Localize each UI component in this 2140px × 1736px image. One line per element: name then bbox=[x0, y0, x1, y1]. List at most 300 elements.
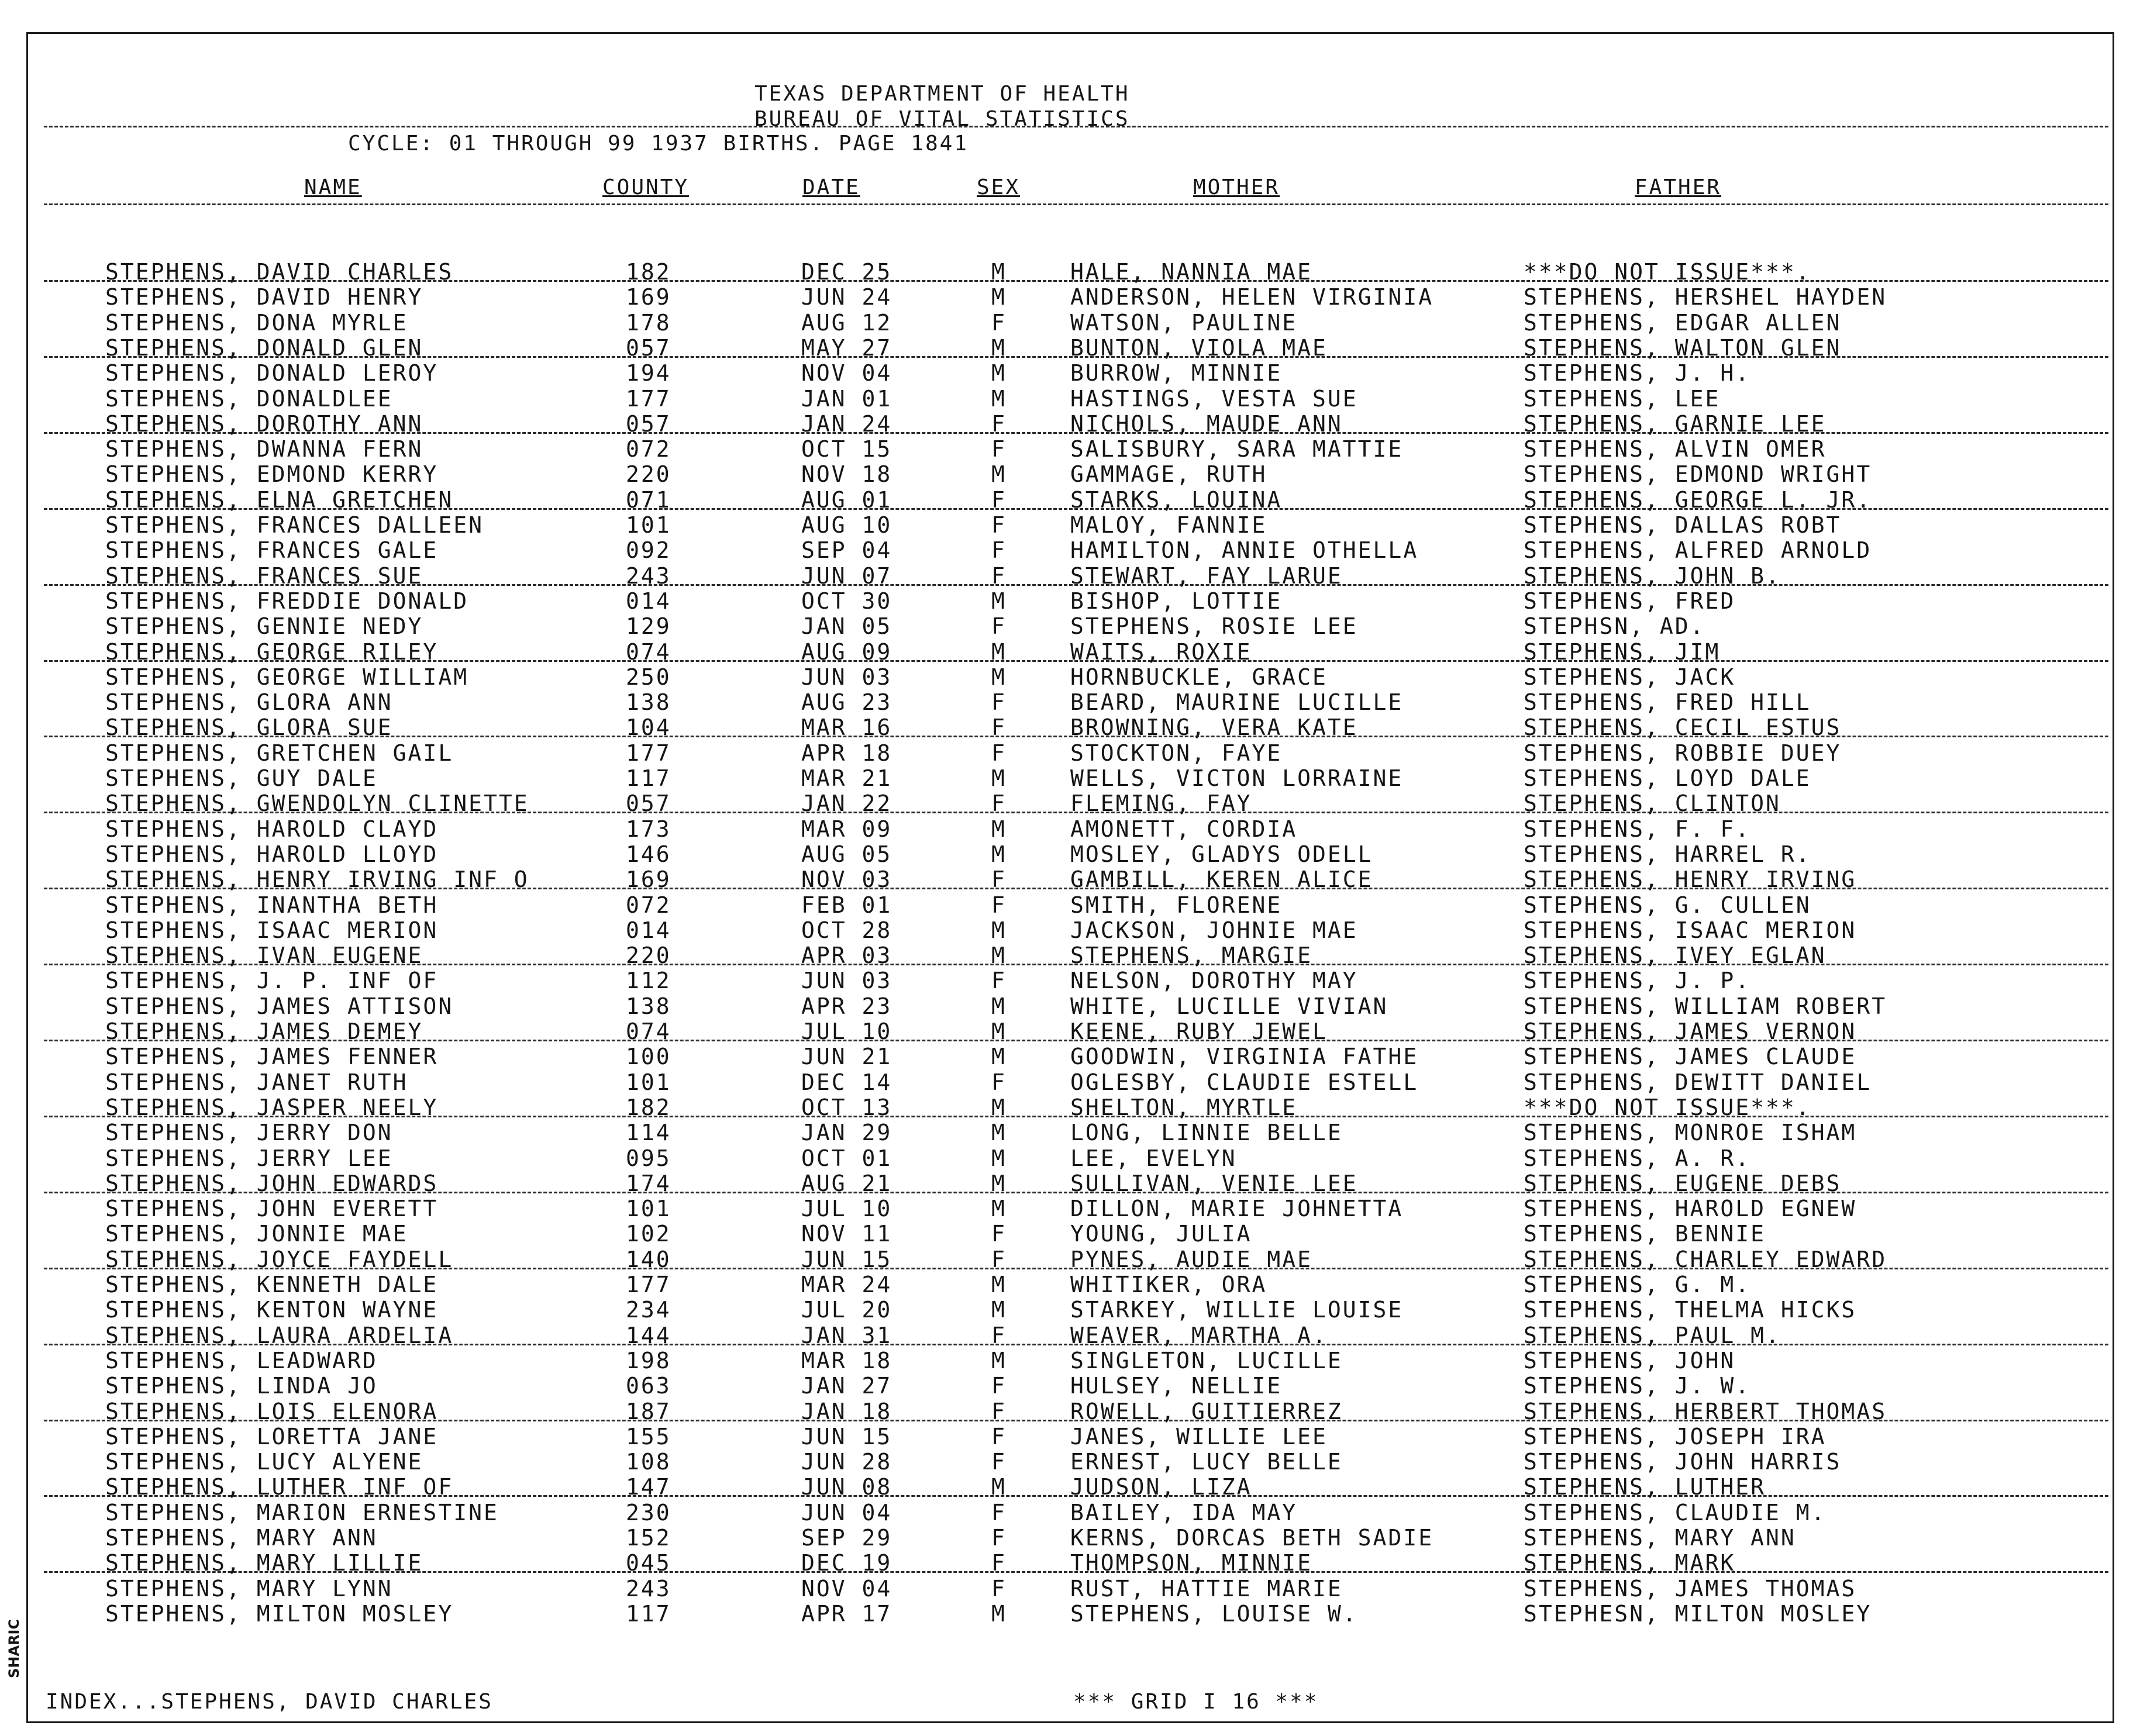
record-name: STEPHENS, LINDA JO bbox=[105, 1373, 378, 1399]
record-date: JUN 21 bbox=[801, 1044, 892, 1070]
record-sex: F bbox=[991, 1525, 1007, 1551]
record-mother: NELSON, DOROTHY MAY bbox=[1070, 968, 1358, 994]
record-mother: STEPHENS, MARGIE bbox=[1070, 943, 1313, 969]
table-row bbox=[0, 1323, 2140, 1348]
record-name: STEPHENS, DONALD LEROY bbox=[105, 360, 439, 386]
record-sex: F bbox=[991, 715, 1007, 741]
table-row bbox=[0, 1449, 2140, 1474]
record-mother: PYNES, AUDIE MAE bbox=[1070, 1246, 1313, 1272]
record-sex: F bbox=[991, 1246, 1007, 1272]
record-name: STEPHENS, JERRY DON bbox=[105, 1120, 393, 1146]
record-date: JAN 24 bbox=[801, 410, 892, 437]
record-sex: F bbox=[991, 512, 1007, 538]
record-name: STEPHENS, GUY DALE bbox=[105, 765, 378, 791]
record-father: STEPHENS, JOHN bbox=[1524, 1347, 1736, 1373]
record-county: 243 bbox=[626, 562, 671, 589]
record-county: 230 bbox=[626, 1499, 671, 1526]
record-name: STEPHENS, FREDDIE DONALD bbox=[105, 588, 469, 614]
record-father: STEPHENS, J. P. bbox=[1524, 968, 1751, 994]
record-county: 072 bbox=[626, 892, 671, 918]
table-row bbox=[0, 1500, 2140, 1525]
record-name: STEPHENS, GEORGE WILLIAM bbox=[105, 664, 469, 690]
record-name: STEPHENS, JANET RUTH bbox=[105, 1069, 408, 1095]
record-sex: F bbox=[991, 867, 1007, 893]
record-mother: SULLIVAN, VENIE LEE bbox=[1070, 1170, 1358, 1196]
record-date: MAR 21 bbox=[801, 765, 892, 791]
record-mother: ROWELL, GUITIERREZ bbox=[1070, 1398, 1343, 1424]
record-sex: F bbox=[991, 689, 1007, 716]
table-row bbox=[0, 917, 2140, 943]
record-mother: HAMILTON, ANNIE OTHELLA bbox=[1070, 537, 1419, 564]
rule-line bbox=[44, 203, 2108, 205]
record-date: APR 17 bbox=[801, 1600, 892, 1627]
record-father: STEPHESN, MILTON MOSLEY bbox=[1524, 1600, 1872, 1627]
record-sex: M bbox=[991, 993, 1007, 1019]
cycle-line: CYCLE: 01 THROUGH 99 1937 BIRTHS. PAGE 1841 bbox=[348, 132, 969, 156]
record-county: 182 bbox=[626, 259, 671, 285]
table-row bbox=[0, 968, 2140, 993]
record-name: STEPHENS, LAURA ARDELIA bbox=[105, 1322, 454, 1348]
record-sex: M bbox=[991, 639, 1007, 665]
record-father: STEPHENS, JOHN B. bbox=[1524, 562, 1781, 589]
record-sex: M bbox=[991, 765, 1007, 791]
record-county: 198 bbox=[626, 1347, 671, 1373]
record-name: STEPHENS, GLORA ANN bbox=[105, 689, 393, 716]
record-sex: M bbox=[991, 1145, 1007, 1171]
table-row bbox=[0, 1171, 2140, 1196]
record-date: DEC 14 bbox=[801, 1069, 892, 1095]
table-row bbox=[0, 1297, 2140, 1322]
record-date: JAN 18 bbox=[801, 1398, 892, 1424]
record-date: JAN 31 bbox=[801, 1322, 892, 1348]
record-county: 108 bbox=[626, 1449, 671, 1475]
record-sex: F bbox=[991, 1575, 1007, 1602]
record-mother: HALE, NANNIA MAE bbox=[1070, 259, 1313, 285]
record-date: JUN 24 bbox=[801, 284, 892, 310]
record-county: 045 bbox=[626, 1550, 671, 1576]
record-father: STEPHENS, FRED HILL bbox=[1524, 689, 1811, 716]
record-name: STEPHENS, GRETCHEN GAIL bbox=[105, 740, 454, 766]
record-date: JAN 29 bbox=[801, 1120, 892, 1146]
record-county: 071 bbox=[626, 486, 671, 513]
record-name: STEPHENS, KENNETH DALE bbox=[105, 1272, 439, 1297]
record-sex: M bbox=[991, 1196, 1007, 1222]
record-father: STEPHENS, J. H. bbox=[1524, 360, 1751, 386]
record-father: STEPHENS, EUGENE DEBS bbox=[1524, 1170, 1842, 1196]
record-date: AUG 23 bbox=[801, 689, 892, 716]
record-father: STEPHENS, EDGAR ALLEN bbox=[1524, 309, 1842, 336]
record-date: JUN 04 bbox=[801, 1499, 892, 1526]
record-date: MAR 09 bbox=[801, 816, 892, 842]
record-father: STEPHENS, HARREL R. bbox=[1524, 841, 1811, 867]
record-name: STEPHENS, MARY LILLIE bbox=[105, 1550, 423, 1576]
record-father: STEPHENS, LUTHER bbox=[1524, 1474, 1766, 1500]
record-mother: BAILEY, IDA MAY bbox=[1070, 1499, 1298, 1526]
record-father: STEPHENS, G. CULLEN bbox=[1524, 892, 1811, 918]
record-date: AUG 09 bbox=[801, 639, 892, 665]
record-county: 220 bbox=[626, 943, 671, 969]
record-date: JUN 15 bbox=[801, 1423, 892, 1449]
record-date: APR 23 bbox=[801, 993, 892, 1019]
record-mother: BISHOP, LOTTIE bbox=[1070, 588, 1283, 614]
table-row bbox=[0, 740, 2140, 765]
record-county: 140 bbox=[626, 1246, 671, 1272]
record-name: STEPHENS, MILTON MOSLEY bbox=[105, 1600, 454, 1627]
record-date: OCT 15 bbox=[801, 436, 892, 463]
index-footer: INDEX...STEPHENS, DAVID CHARLES bbox=[46, 1690, 493, 1714]
record-sex: F bbox=[991, 1423, 1007, 1449]
table-row bbox=[0, 1424, 2140, 1449]
record-date: JAN 27 bbox=[801, 1373, 892, 1399]
record-father: STEPHENS, MARY ANN bbox=[1524, 1525, 1796, 1551]
record-father: STEPHENS, HENRY IRVING bbox=[1524, 867, 1857, 893]
table-row bbox=[0, 715, 2140, 740]
table-row bbox=[0, 310, 2140, 335]
record-county: 155 bbox=[626, 1423, 671, 1449]
record-name: STEPHENS, DAVID HENRY bbox=[105, 284, 423, 310]
record-date: NOV 18 bbox=[801, 461, 892, 488]
record-name: STEPHENS, DWANNA FERN bbox=[105, 436, 423, 463]
record-sex: F bbox=[991, 1221, 1007, 1247]
record-date: AUG 21 bbox=[801, 1170, 892, 1196]
record-mother: JUDSON, LIZA bbox=[1070, 1474, 1252, 1500]
record-sex: M bbox=[991, 1094, 1007, 1120]
record-mother: WHITE, LUCILLE VIVIAN bbox=[1070, 993, 1388, 1019]
table-row bbox=[0, 765, 2140, 791]
record-father: STEPHENS, GEORGE L. JR. bbox=[1524, 486, 1872, 513]
record-mother: AMONETT, CORDIA bbox=[1070, 816, 1298, 842]
record-mother: OGLESBY, CLAUDIE ESTELL bbox=[1070, 1069, 1419, 1095]
record-name: STEPHENS, DONA MYRLE bbox=[105, 309, 408, 336]
record-sex: F bbox=[991, 1322, 1007, 1348]
record-county: 101 bbox=[626, 512, 671, 538]
record-date: OCT 28 bbox=[801, 917, 892, 943]
table-row bbox=[0, 1550, 2140, 1575]
record-mother: BUNTON, VIOLA MAE bbox=[1070, 334, 1328, 361]
record-name: STEPHENS, HAROLD CLAYD bbox=[105, 816, 439, 842]
record-name: STEPHENS, HAROLD LLOYD bbox=[105, 841, 439, 867]
record-mother: STOCKTON, FAYE bbox=[1070, 740, 1283, 766]
record-father: STEPHENS, ISAAC MERION bbox=[1524, 917, 1857, 943]
record-father: STEPHENS, A. R. bbox=[1524, 1145, 1751, 1171]
record-mother: HULSEY, NELLIE bbox=[1070, 1373, 1283, 1399]
table-row bbox=[0, 588, 2140, 613]
record-mother: LEE, EVELYN bbox=[1070, 1145, 1237, 1171]
record-sex: M bbox=[991, 284, 1007, 310]
record-date: JUN 28 bbox=[801, 1449, 892, 1475]
record-name: STEPHENS, JOHN EVERETT bbox=[105, 1196, 439, 1222]
record-name: STEPHENS, GEORGE RILEY bbox=[105, 639, 439, 665]
table-row bbox=[0, 689, 2140, 715]
record-name: STEPHENS, GLORA SUE bbox=[105, 715, 393, 741]
record-county: 250 bbox=[626, 664, 671, 690]
table-row bbox=[0, 1221, 2140, 1246]
record-sex: M bbox=[991, 1272, 1007, 1297]
rule-line bbox=[44, 126, 2108, 127]
record-date: MAY 27 bbox=[801, 334, 892, 361]
record-county: 144 bbox=[626, 1322, 671, 1348]
record-county: 100 bbox=[626, 1044, 671, 1070]
record-date: MAR 18 bbox=[801, 1347, 892, 1373]
record-county: 101 bbox=[626, 1196, 671, 1222]
record-county: 178 bbox=[626, 309, 671, 336]
table-row bbox=[0, 461, 2140, 486]
record-sex: M bbox=[991, 334, 1007, 361]
record-county: 057 bbox=[626, 791, 671, 817]
record-father: STEPHENS, CECIL ESTUS bbox=[1524, 715, 1842, 741]
record-father: STEPHENS, JAMES VERNON bbox=[1524, 1019, 1857, 1044]
record-mother: KERNS, DORCAS BETH SADIE bbox=[1070, 1525, 1434, 1551]
record-county: 177 bbox=[626, 1272, 671, 1297]
record-name: STEPHENS, MARY ANN bbox=[105, 1525, 378, 1551]
record-county: 169 bbox=[626, 284, 671, 310]
record-mother: FLEMING, FAY bbox=[1070, 791, 1252, 817]
record-name: STEPHENS, MARY LYNN bbox=[105, 1575, 393, 1602]
record-date: DEC 19 bbox=[801, 1550, 892, 1576]
table-row bbox=[0, 1120, 2140, 1145]
record-county: 194 bbox=[626, 360, 671, 386]
table-row bbox=[0, 993, 2140, 1019]
record-county: 234 bbox=[626, 1297, 671, 1323]
record-father: STEPHENS, WILLIAM ROBERT bbox=[1524, 993, 1887, 1019]
record-sex: F bbox=[991, 892, 1007, 918]
record-mother: MOSLEY, GLADYS ODELL bbox=[1070, 841, 1373, 867]
record-sex: M bbox=[991, 259, 1007, 285]
record-county: 095 bbox=[626, 1145, 671, 1171]
record-county: 182 bbox=[626, 1094, 671, 1120]
record-mother: WHITIKER, ORA bbox=[1070, 1272, 1267, 1297]
record-mother: BROWNING, VERA KATE bbox=[1070, 715, 1358, 741]
record-sex: M bbox=[991, 461, 1007, 488]
record-name: STEPHENS, LORETTA JANE bbox=[105, 1423, 439, 1449]
record-mother: WELLS, VICTON LORRAINE bbox=[1070, 765, 1404, 791]
record-mother: HASTINGS, VESTA SUE bbox=[1070, 385, 1358, 412]
record-name: STEPHENS, MARION ERNESTINE bbox=[105, 1499, 499, 1526]
record-county: 074 bbox=[626, 1019, 671, 1044]
record-name: STEPHENS, JAMES DEMEY bbox=[105, 1019, 423, 1044]
table-row bbox=[0, 411, 2140, 436]
table-row bbox=[0, 791, 2140, 816]
record-sex: M bbox=[991, 1044, 1007, 1070]
record-date: NOV 03 bbox=[801, 867, 892, 893]
record-name: STEPHENS, JASPER NEELY bbox=[105, 1094, 439, 1120]
record-mother: SALISBURY, SARA MATTIE bbox=[1070, 436, 1404, 463]
record-date: AUG 01 bbox=[801, 486, 892, 513]
record-mother: SINGLETON, LUCILLE bbox=[1070, 1347, 1343, 1373]
table-row bbox=[0, 1247, 2140, 1272]
column-header-name: NAME bbox=[304, 175, 362, 199]
record-county: 138 bbox=[626, 993, 671, 1019]
record-county: 014 bbox=[626, 917, 671, 943]
record-date: NOV 04 bbox=[801, 1575, 892, 1602]
column-header-date: DATE bbox=[802, 175, 860, 199]
table-row bbox=[0, 1019, 2140, 1044]
table-row bbox=[0, 259, 2140, 284]
record-date: JUL 10 bbox=[801, 1019, 892, 1044]
record-county: 152 bbox=[626, 1525, 671, 1551]
record-mother: RUST, HATTIE MARIE bbox=[1070, 1575, 1343, 1602]
record-county: 101 bbox=[626, 1069, 671, 1095]
record-father: STEPHENS, CLINTON bbox=[1524, 791, 1781, 817]
record-sex: M bbox=[991, 1120, 1007, 1146]
record-father: STEPHSN, AD. bbox=[1524, 613, 1705, 640]
record-county: 074 bbox=[626, 639, 671, 665]
record-father: STEPHENS, JAMES CLAUDE bbox=[1524, 1044, 1857, 1070]
table-row bbox=[0, 386, 2140, 411]
record-county: 114 bbox=[626, 1120, 671, 1146]
table-row bbox=[0, 1348, 2140, 1373]
record-mother: STEWART, FAY LARUE bbox=[1070, 562, 1343, 589]
record-mother: NICHOLS, MAUDE ANN bbox=[1070, 410, 1343, 437]
record-mother: WEAVER, MARTHA A. bbox=[1070, 1322, 1328, 1348]
record-county: 102 bbox=[626, 1221, 671, 1247]
record-sex: F bbox=[991, 1449, 1007, 1475]
record-sex: M bbox=[991, 841, 1007, 867]
column-header-mother: MOTHER bbox=[1193, 175, 1280, 199]
table-row bbox=[0, 1095, 2140, 1120]
record-sex: M bbox=[991, 588, 1007, 614]
table-row bbox=[0, 563, 2140, 588]
record-mother: WATSON, PAULINE bbox=[1070, 309, 1298, 336]
record-county: 117 bbox=[626, 765, 671, 791]
record-sex: M bbox=[991, 360, 1007, 386]
table-row bbox=[0, 664, 2140, 689]
record-name: STEPHENS, HENRY IRVING INF O bbox=[105, 867, 529, 893]
record-father: STEPHENS, G. M. bbox=[1524, 1272, 1751, 1297]
record-name: STEPHENS, GENNIE NEDY bbox=[105, 613, 423, 640]
record-sex: F bbox=[991, 1373, 1007, 1399]
record-date: MAR 24 bbox=[801, 1272, 892, 1297]
record-date: APR 03 bbox=[801, 943, 892, 969]
record-date: JUN 07 bbox=[801, 562, 892, 589]
table-row bbox=[0, 1069, 2140, 1095]
record-mother: JACKSON, JOHNIE MAE bbox=[1070, 917, 1358, 943]
table-row bbox=[0, 360, 2140, 385]
record-sex: F bbox=[991, 309, 1007, 336]
record-name: STEPHENS, J. P. INF OF bbox=[105, 968, 439, 994]
record-date: APR 18 bbox=[801, 740, 892, 766]
record-sex: F bbox=[991, 1069, 1007, 1095]
record-date: NOV 04 bbox=[801, 360, 892, 386]
record-mother: STEPHENS, LOUISE W. bbox=[1070, 1600, 1358, 1627]
record-name: STEPHENS, DAVID CHARLES bbox=[105, 259, 454, 285]
record-sex: M bbox=[991, 1347, 1007, 1373]
record-father: STEPHENS, FRED bbox=[1524, 588, 1736, 614]
record-date: JUN 08 bbox=[801, 1474, 892, 1500]
record-name: STEPHENS, EDMOND KERRY bbox=[105, 461, 439, 488]
record-county: 138 bbox=[626, 689, 671, 716]
record-father: STEPHENS, F. F. bbox=[1524, 816, 1751, 842]
record-date: JUN 03 bbox=[801, 968, 892, 994]
record-sex: M bbox=[991, 1474, 1007, 1500]
record-mother: LONG, LINNIE BELLE bbox=[1070, 1120, 1343, 1146]
record-mother: THOMPSON, MINNIE bbox=[1070, 1550, 1313, 1576]
record-father: STEPHENS, MONROE ISHAM bbox=[1524, 1120, 1857, 1146]
record-father: STEPHENS, LOYD DALE bbox=[1524, 765, 1811, 791]
record-father: ***DO NOT ISSUE***. bbox=[1524, 1094, 1811, 1120]
record-name: STEPHENS, DONALDLEE bbox=[105, 385, 393, 412]
record-mother: ERNEST, LUCY BELLE bbox=[1070, 1449, 1343, 1475]
table-row bbox=[0, 943, 2140, 968]
record-county: 177 bbox=[626, 740, 671, 766]
table-row bbox=[0, 335, 2140, 360]
bureau-title: BUREAU OF VITAL STATISTICS bbox=[754, 107, 1130, 131]
record-mother: JANES, WILLIE LEE bbox=[1070, 1423, 1328, 1449]
record-date: OCT 01 bbox=[801, 1145, 892, 1171]
table-row bbox=[0, 1044, 2140, 1069]
record-county: 146 bbox=[626, 841, 671, 867]
record-mother: GOODWIN, VIRGINIA FATHE bbox=[1070, 1044, 1419, 1070]
record-father: STEPHENS, CLAUDIE M. bbox=[1524, 1499, 1827, 1526]
record-sex: F bbox=[991, 1499, 1007, 1526]
record-name: STEPHENS, JAMES FENNER bbox=[105, 1044, 439, 1070]
record-name: STEPHENS, FRANCES DALLEEN bbox=[105, 512, 484, 538]
record-date: JUN 03 bbox=[801, 664, 892, 690]
record-father: STEPHENS, JOHN HARRIS bbox=[1524, 1449, 1842, 1475]
record-date: OCT 13 bbox=[801, 1094, 892, 1120]
record-name: STEPHENS, ELNA GRETCHEN bbox=[105, 486, 454, 513]
record-father: STEPHENS, JACK bbox=[1524, 664, 1736, 690]
record-name: STEPHENS, DOROTHY ANN bbox=[105, 410, 423, 437]
record-mother: YOUNG, JULIA bbox=[1070, 1221, 1252, 1247]
record-father: STEPHENS, LEE bbox=[1524, 385, 1721, 412]
record-father: STEPHENS, ALFRED ARNOLD bbox=[1524, 537, 1872, 564]
record-sex: M bbox=[991, 1297, 1007, 1323]
record-county: 014 bbox=[626, 588, 671, 614]
record-mother: STEPHENS, ROSIE LEE bbox=[1070, 613, 1358, 640]
department-title: TEXAS DEPARTMENT OF HEALTH bbox=[754, 82, 1130, 106]
record-sex: F bbox=[991, 1550, 1007, 1576]
record-name: STEPHENS, GWENDOLYN CLINETTE bbox=[105, 791, 529, 817]
record-sex: M bbox=[991, 664, 1007, 690]
record-name: STEPHENS, LEADWARD bbox=[105, 1347, 378, 1373]
record-mother: STARKEY, WILLIE LOUISE bbox=[1070, 1297, 1404, 1323]
record-date: JUL 20 bbox=[801, 1297, 892, 1323]
record-county: 220 bbox=[626, 461, 671, 488]
record-father: STEPHENS, JAMES THOMAS bbox=[1524, 1575, 1857, 1602]
record-county: 169 bbox=[626, 867, 671, 893]
table-row bbox=[0, 1399, 2140, 1424]
record-date: JAN 22 bbox=[801, 791, 892, 817]
record-name: STEPHENS, KENTON WAYNE bbox=[105, 1297, 439, 1323]
record-county: 057 bbox=[626, 410, 671, 437]
record-father: STEPHENS, DALLAS ROBT bbox=[1524, 512, 1842, 538]
record-father: STEPHENS, ALVIN OMER bbox=[1524, 436, 1827, 463]
record-name: STEPHENS, INANTHA BETH bbox=[105, 892, 439, 918]
record-sex: F bbox=[991, 537, 1007, 564]
record-sex: M bbox=[991, 385, 1007, 412]
record-date: SEP 29 bbox=[801, 1525, 892, 1551]
record-sex: M bbox=[991, 816, 1007, 842]
table-row bbox=[0, 487, 2140, 512]
record-sex: M bbox=[991, 917, 1007, 943]
record-father: STEPHENS, MARK bbox=[1524, 1550, 1736, 1576]
table-row bbox=[0, 512, 2140, 537]
record-date: AUG 05 bbox=[801, 841, 892, 867]
table-row bbox=[0, 892, 2140, 917]
table-row bbox=[0, 841, 2140, 867]
record-father: STEPHENS, DEWITT DANIEL bbox=[1524, 1069, 1872, 1095]
record-sex: F bbox=[991, 436, 1007, 463]
record-mother: WAITS, ROXIE bbox=[1070, 639, 1252, 665]
record-father: STEPHENS, J. W. bbox=[1524, 1373, 1751, 1399]
record-county: 063 bbox=[626, 1373, 671, 1399]
record-father: STEPHENS, JOSEPH IRA bbox=[1524, 1423, 1827, 1449]
record-sex: F bbox=[991, 613, 1007, 640]
record-county: 104 bbox=[626, 715, 671, 741]
record-county: 174 bbox=[626, 1170, 671, 1196]
record-father: STEPHENS, JIM bbox=[1524, 639, 1721, 665]
